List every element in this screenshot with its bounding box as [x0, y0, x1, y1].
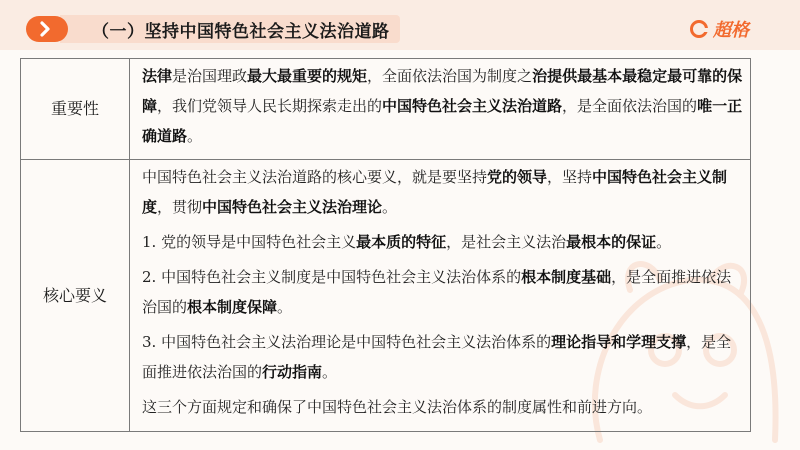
text-run: 2. 中国特色社会主义制度是中国特色社会主义法治体系的 — [142, 268, 522, 286]
bold-text-run: 最大最重要的规矩 — [247, 67, 368, 85]
bold-text-run: 最根本的保证 — [566, 233, 657, 251]
row-content-core-meaning — [130, 160, 751, 432]
text-run: ，是全面依法治国的 — [562, 97, 698, 115]
bold-text-run: 法律 — [142, 67, 173, 85]
brand-name: 超格 — [713, 20, 749, 41]
text-run: 。 — [382, 198, 398, 216]
text-run: 这三个方面规定和确保了中国特色社会主义法治体系的制度属性和前进方向。 — [142, 398, 653, 416]
row-label-core-meaning: 核心要义 — [21, 160, 130, 432]
bold-text-run: 根本制度基础 — [521, 268, 612, 286]
text-run: 。 — [322, 363, 338, 381]
text-run: ，坚持 — [547, 168, 593, 186]
text-run: 。 — [277, 298, 293, 316]
table-row — [21, 160, 751, 432]
text-run: ，是社会主义法治 — [446, 233, 567, 251]
content-table — [20, 58, 751, 432]
bold-text-run: 行动指南 — [262, 363, 323, 381]
text-run: ，是全面推进依法治国的 — [142, 268, 732, 316]
paragraph — [142, 262, 744, 322]
text-run: 是治国理政 — [172, 67, 248, 85]
page-title: （一）坚持中国特色社会主义法治道路 — [92, 22, 390, 42]
brand-logo — [690, 17, 749, 41]
header-bar — [0, 0, 800, 50]
section-badge — [26, 16, 68, 42]
text-run: ，是全面推进依法治国的 — [142, 333, 732, 381]
text-run: 。 — [656, 233, 672, 251]
paragraph — [142, 327, 744, 387]
row-content-importance — [130, 59, 751, 160]
paragraph — [142, 162, 744, 222]
paragraph — [142, 61, 744, 151]
bold-text-run: 理论指导和学理支撑 — [551, 333, 687, 351]
text-run: 1. 党的领导是中国特色社会主义 — [142, 233, 357, 251]
bold-text-run: 中国特色社会主义法治道路 — [382, 97, 563, 115]
table-row — [21, 59, 751, 160]
text-run: 中国特色社会主义法治道路的核心要义，就是要坚持 — [142, 168, 488, 186]
bold-text-run: 党的领导 — [487, 168, 548, 186]
bold-text-run: 治提供最基本最稳定最可靠的保障 — [142, 67, 743, 115]
bold-text-run: 根本制度保障 — [187, 298, 278, 316]
text-run: ，全面依法治国为制度之 — [367, 67, 533, 85]
paragraph — [142, 392, 744, 422]
chevron-right-icon — [37, 20, 55, 38]
bold-text-run: 最本质的特征 — [356, 233, 447, 251]
row-label-importance: 重要性 — [21, 59, 130, 160]
paragraph — [142, 227, 744, 257]
text-run: ，贯彻 — [157, 198, 203, 216]
bold-text-run: 中国特色社会主义制度 — [142, 168, 728, 216]
text-run: ，我们党领导人民长期探索走出的 — [157, 97, 383, 115]
text-run: 3. 中国特色社会主义法治理论是中国特色社会主义法治体系的 — [142, 333, 552, 351]
text-run: 。 — [187, 127, 203, 145]
bold-text-run: 唯一正确道路 — [142, 97, 743, 145]
bold-text-run: 中国特色社会主义法治理论 — [202, 198, 383, 216]
brand-logo-icon — [690, 20, 708, 38]
